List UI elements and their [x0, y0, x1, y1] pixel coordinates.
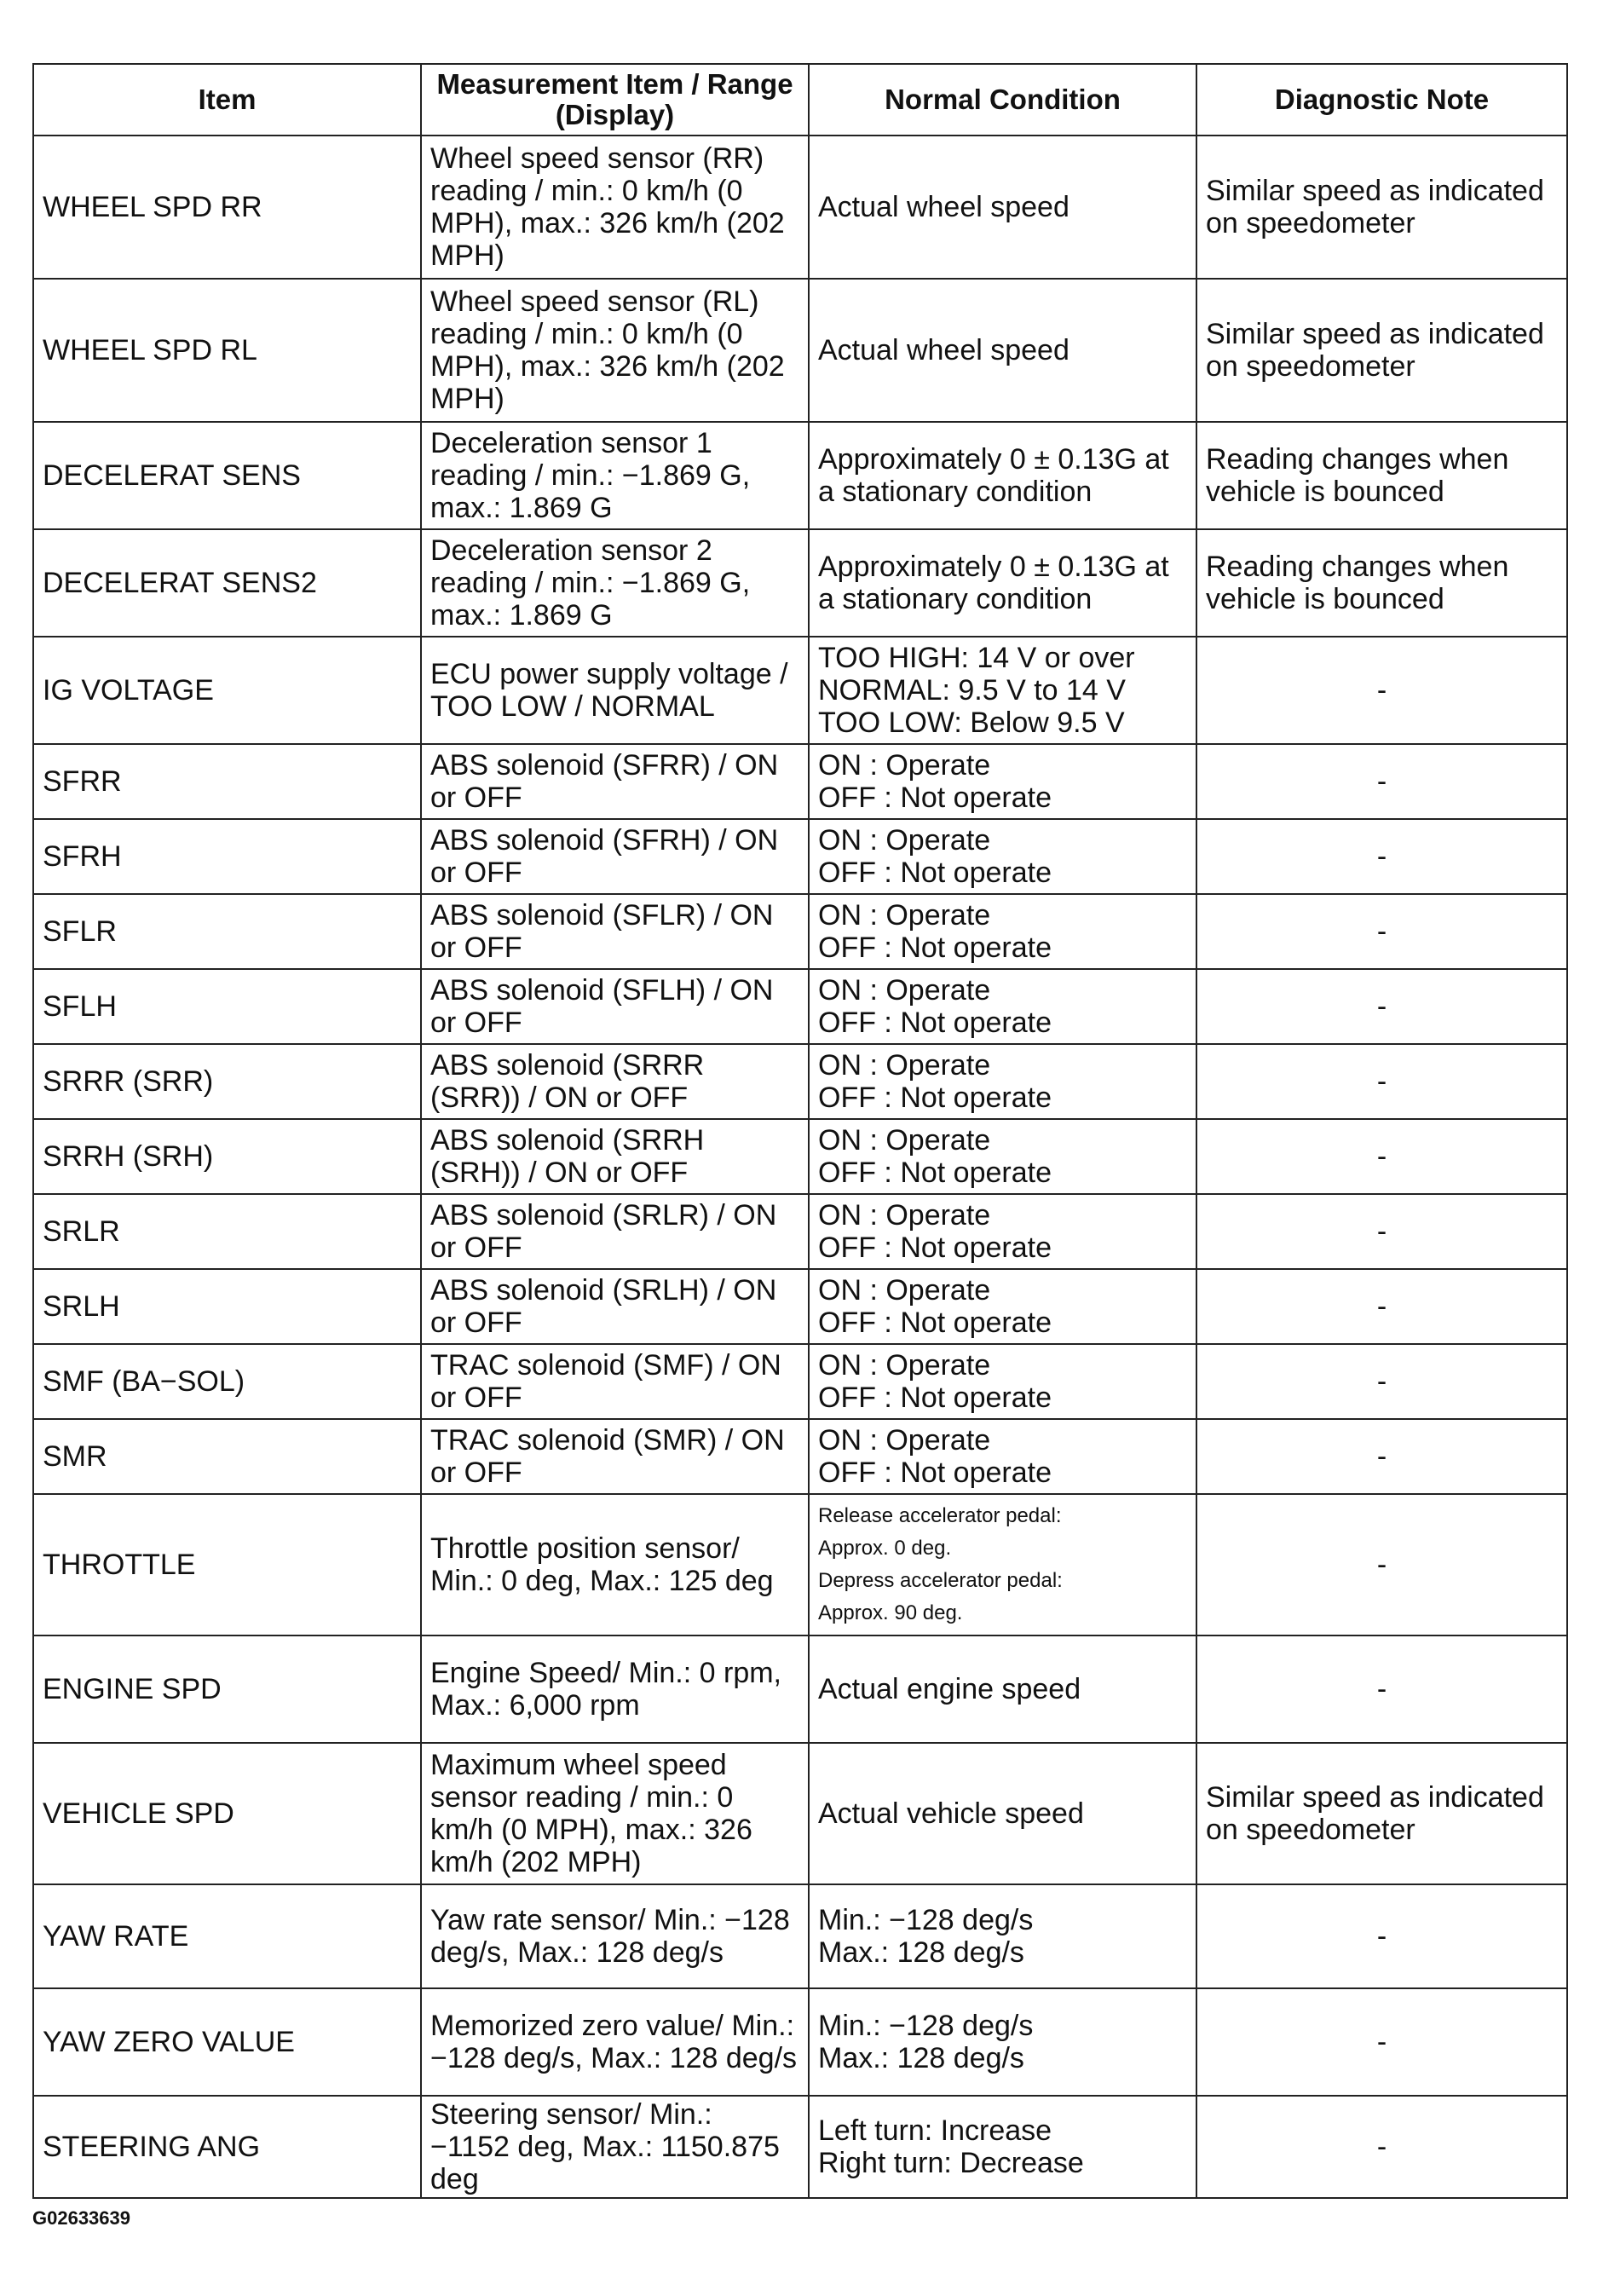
diagnostic-note-cell: Similar speed as indicated on speedometer — [1196, 279, 1567, 422]
table-row — [33, 1988, 1567, 2096]
normal-condition-cell: Approximately 0 ± 0.13G at a stationary condition — [809, 422, 1196, 529]
diagnostic-note-cell: - — [1196, 1119, 1567, 1194]
measurement-cell: Engine Speed/ Min.: 0 rpm, Max.: 6,000 rpm — [421, 1635, 809, 1743]
figure-reference-code: G02633639 — [32, 2207, 130, 2229]
header-item: Item — [33, 64, 421, 136]
table-row — [33, 744, 1567, 819]
measurement-cell: Deceleration sensor 1 reading / min.: −1.869 G, max.: 1.869 G — [421, 422, 809, 529]
item-cell: YAW ZERO VALUE — [33, 1988, 421, 2096]
diagnostic-table — [32, 63, 1568, 2199]
normal-condition-cell: ON : Operate OFF : Not operate — [809, 1119, 1196, 1194]
table-row — [33, 894, 1567, 969]
item-cell: THROTTLE — [33, 1494, 421, 1635]
diagnostic-note-cell: - — [1196, 894, 1567, 969]
table-row — [33, 1269, 1567, 1344]
table-row — [33, 1194, 1567, 1269]
item-cell: DECELERAT SENS — [33, 422, 421, 529]
normal-condition-cell: Actual wheel speed — [809, 136, 1196, 279]
normal-condition-cell: ON : Operate OFF : Not operate — [809, 744, 1196, 819]
diagnostic-note-cell: Reading changes when vehicle is bounced — [1196, 422, 1567, 529]
measurement-cell: Throttle position sensor/ Min.: 0 deg, Max.: 125 deg — [421, 1494, 809, 1635]
measurement-cell: TRAC solenoid (SMF) / ON or OFF — [421, 1344, 809, 1419]
table-row — [33, 136, 1567, 279]
table-row — [33, 529, 1567, 637]
item-cell: SRRR (SRR) — [33, 1044, 421, 1119]
normal-condition-cell: Actual wheel speed — [809, 279, 1196, 422]
diagnostic-note-cell: Reading changes when vehicle is bounced — [1196, 529, 1567, 637]
item-cell: DECELERAT SENS2 — [33, 529, 421, 637]
table-row — [33, 1635, 1567, 1743]
measurement-cell: ABS solenoid (SFLR) / ON or OFF — [421, 894, 809, 969]
normal-condition-cell: ON : Operate OFF : Not operate — [809, 1194, 1196, 1269]
normal-condition-cell: ON : Operate OFF : Not operate — [809, 894, 1196, 969]
table-row — [33, 1344, 1567, 1419]
diagnostic-note-cell: - — [1196, 1269, 1567, 1344]
measurement-cell: ABS solenoid (SRRH (SRH)) / ON or OFF — [421, 1119, 809, 1194]
measurement-cell: Maximum wheel speed sensor reading / min.: 0 km/h (0 MPH), max.: 326 km/h (202 MPH) — [421, 1743, 809, 1884]
item-cell: SFLR — [33, 894, 421, 969]
diagnostic-note-cell: - — [1196, 744, 1567, 819]
table-row — [33, 1494, 1567, 1635]
measurement-cell: ABS solenoid (SFLH) / ON or OFF — [421, 969, 809, 1044]
measurement-cell: Deceleration sensor 2 reading / min.: −1.869 G, max.: 1.869 G — [421, 529, 809, 637]
diagnostic-note-cell: - — [1196, 1988, 1567, 2096]
normal-condition-cell: ON : Operate OFF : Not operate — [809, 1269, 1196, 1344]
table-row — [33, 1884, 1567, 1988]
table-row — [33, 637, 1567, 744]
diagnostic-note-cell: Similar speed as indicated on speedometer — [1196, 136, 1567, 279]
diagnostic-note-cell: - — [1196, 969, 1567, 1044]
table-header-row — [33, 64, 1567, 136]
diagnostic-note-cell: Similar speed as indicated on speedometer — [1196, 1743, 1567, 1884]
measurement-cell: TRAC solenoid (SMR) / ON or OFF — [421, 1419, 809, 1494]
normal-condition-cell: ON : Operate OFF : Not operate — [809, 1419, 1196, 1494]
diagnostic-note-cell: - — [1196, 1044, 1567, 1119]
normal-condition-cell: Actual engine speed — [809, 1635, 1196, 1743]
table-row — [33, 279, 1567, 422]
item-cell: SMF (BA−SOL) — [33, 1344, 421, 1419]
table-row — [33, 819, 1567, 894]
header-measurement: Measurement Item / Range (Display) — [421, 64, 809, 136]
measurement-cell: ABS solenoid (SFRH) / ON or OFF — [421, 819, 809, 894]
measurement-cell: Steering sensor/ Min.: −1152 deg, Max.: 1150.875 deg — [421, 2096, 809, 2198]
item-cell: WHEEL SPD RR — [33, 136, 421, 279]
header-normal-condition: Normal Condition — [809, 64, 1196, 136]
normal-condition-cell: Min.: −128 deg/s Max.: 128 deg/s — [809, 1988, 1196, 2096]
diagnostic-note-cell: - — [1196, 1344, 1567, 1419]
measurement-cell: ABS solenoid (SFRR) / ON or OFF — [421, 744, 809, 819]
table-row — [33, 969, 1567, 1044]
table-row — [33, 1743, 1567, 1884]
measurement-cell: Yaw rate sensor/ Min.: −128 deg/s, Max.: 128 deg/s — [421, 1884, 809, 1988]
item-cell: SRRH (SRH) — [33, 1119, 421, 1194]
normal-condition-cell: ON : Operate OFF : Not operate — [809, 1044, 1196, 1119]
normal-condition-cell: Min.: −128 deg/s Max.: 128 deg/s — [809, 1884, 1196, 1988]
measurement-cell: ABS solenoid (SRLH) / ON or OFF — [421, 1269, 809, 1344]
measurement-cell: ECU power supply voltage / TOO LOW / NORMAL — [421, 637, 809, 744]
normal-condition-cell: Approximately 0 ± 0.13G at a stationary condition — [809, 529, 1196, 637]
item-cell: YAW RATE — [33, 1884, 421, 1988]
item-cell: SMR — [33, 1419, 421, 1494]
diagnostic-note-cell: - — [1196, 1194, 1567, 1269]
diagnostic-note-cell: - — [1196, 2096, 1567, 2198]
measurement-cell: ABS solenoid (SRLR) / ON or OFF — [421, 1194, 809, 1269]
table-row — [33, 1119, 1567, 1194]
normal-condition-cell: TOO HIGH: 14 V or over NORMAL: 9.5 V to 14 V TOO LOW: Below 9.5 V — [809, 637, 1196, 744]
diagnostic-note-cell: - — [1196, 1419, 1567, 1494]
item-cell: SRLH — [33, 1269, 421, 1344]
item-cell: VEHICLE SPD — [33, 1743, 421, 1884]
normal-condition-cell: Release accelerator pedal: Approx. 0 deg. Depress accelerator pedal: Approx. 90 deg. — [809, 1494, 1196, 1635]
item-cell: STEERING ANG — [33, 2096, 421, 2198]
diagnostic-note-cell: - — [1196, 1494, 1567, 1635]
item-cell: IG VOLTAGE — [33, 637, 421, 744]
item-cell: ENGINE SPD — [33, 1635, 421, 1743]
item-cell: SRLR — [33, 1194, 421, 1269]
header-diagnostic-note: Diagnostic Note — [1196, 64, 1567, 136]
measurement-cell: Wheel speed sensor (RL) reading / min.: 0 km/h (0 MPH), max.: 326 km/h (202 MPH) — [421, 279, 809, 422]
diagnostic-note-cell: - — [1196, 1635, 1567, 1743]
table-row — [33, 1044, 1567, 1119]
normal-condition-cell: ON : Operate OFF : Not operate — [809, 1344, 1196, 1419]
diagnostic-note-cell: - — [1196, 1884, 1567, 1988]
item-cell: WHEEL SPD RL — [33, 279, 421, 422]
item-cell: SFLH — [33, 969, 421, 1044]
item-cell: SFRH — [33, 819, 421, 894]
normal-condition-cell: Left turn: Increase Right turn: Decrease — [809, 2096, 1196, 2198]
normal-condition-cell: Actual vehicle speed — [809, 1743, 1196, 1884]
diagnostic-note-cell: - — [1196, 637, 1567, 744]
item-cell: SFRR — [33, 744, 421, 819]
diagnostic-note-cell: - — [1196, 819, 1567, 894]
measurement-cell: Memorized zero value/ Min.: −128 deg/s, Max.: 128 deg/s — [421, 1988, 809, 2096]
normal-condition-cell: ON : Operate OFF : Not operate — [809, 969, 1196, 1044]
table-row — [33, 2096, 1567, 2198]
measurement-cell: ABS solenoid (SRRR (SRR)) / ON or OFF — [421, 1044, 809, 1119]
table-row — [33, 1419, 1567, 1494]
table-row — [33, 422, 1567, 529]
normal-condition-cell: ON : Operate OFF : Not operate — [809, 819, 1196, 894]
measurement-cell: Wheel speed sensor (RR) reading / min.: 0 km/h (0 MPH), max.: 326 km/h (202 MPH) — [421, 136, 809, 279]
